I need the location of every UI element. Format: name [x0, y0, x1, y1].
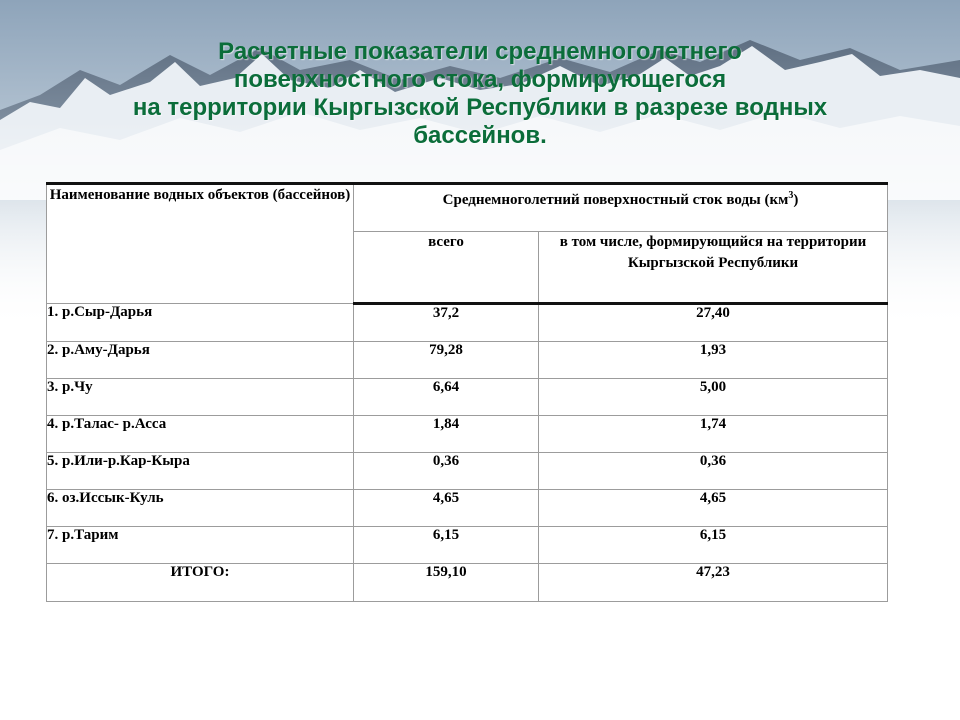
basin-name: 1. р.Сыр-Дарья — [47, 304, 354, 342]
runoff-total: 37,2 — [354, 304, 539, 342]
title-line-4: бассейнов. — [413, 122, 547, 149]
runoff-kg: 4,65 — [539, 490, 888, 527]
runoff-kg: 27,40 — [539, 304, 888, 342]
runoff-total: 6,64 — [354, 379, 539, 416]
header-runoff-close: ) — [793, 192, 799, 208]
runoff-kg: 6,15 — [539, 527, 888, 564]
table-row — [47, 453, 888, 490]
header-basin-name: Наименование водных объектов (бассейнов) — [47, 184, 354, 304]
runoff-total: 4,65 — [354, 490, 539, 527]
runoff-total: 1,84 — [354, 416, 539, 453]
basin-name: 2. р.Аму-Дарья — [47, 342, 354, 379]
basin-name: 6. оз.Иссык-Куль — [47, 490, 354, 527]
header-kg: в том числе, формирующийся на территории Кыргызской Республики — [539, 231, 888, 303]
table-row — [47, 490, 888, 527]
runoff-total: 79,28 — [354, 342, 539, 379]
header-runoff-text: Среднемноголетний поверхностный сток воды (км — [442, 192, 789, 208]
table-row — [47, 304, 888, 342]
title-line-1: Расчетные показатели среднемноголетнего — [218, 38, 742, 65]
header-total: всего — [354, 231, 539, 303]
table-row — [47, 379, 888, 416]
table-row — [47, 416, 888, 453]
runoff-kg: 1,74 — [539, 416, 888, 453]
runoff-total: 0,36 — [354, 453, 539, 490]
table-row — [47, 527, 888, 564]
runoff-kg: 0,36 — [539, 453, 888, 490]
total-runoff: 159,10 — [354, 564, 539, 602]
header-runoff-sup: 3 — [788, 190, 794, 201]
slide-title — [0, 38, 960, 150]
total-row — [47, 564, 888, 602]
runoff-kg: 1,93 — [539, 342, 888, 379]
title-line-3: на территории Кыргызской Республики в разрезе водных — [132, 94, 828, 121]
runoff-kg: 5,00 — [539, 379, 888, 416]
runoff-total: 6,15 — [354, 527, 539, 564]
table-row — [47, 342, 888, 379]
basin-name: 7. р.Тарим — [47, 527, 354, 564]
basin-name: 5. р.Или-р.Кар-Кыра — [47, 453, 354, 490]
total-label: ИТОГО: — [47, 564, 354, 602]
header-runoff-group — [354, 184, 888, 232]
basin-name: 3. р.Чу — [47, 379, 354, 416]
runoff-table — [46, 182, 888, 602]
basin-name: 4. р.Талас- р.Асса — [47, 416, 354, 453]
title-line-2: поверхностного стока, формирующегося — [233, 66, 727, 93]
total-runoff-kg: 47,23 — [539, 564, 888, 602]
